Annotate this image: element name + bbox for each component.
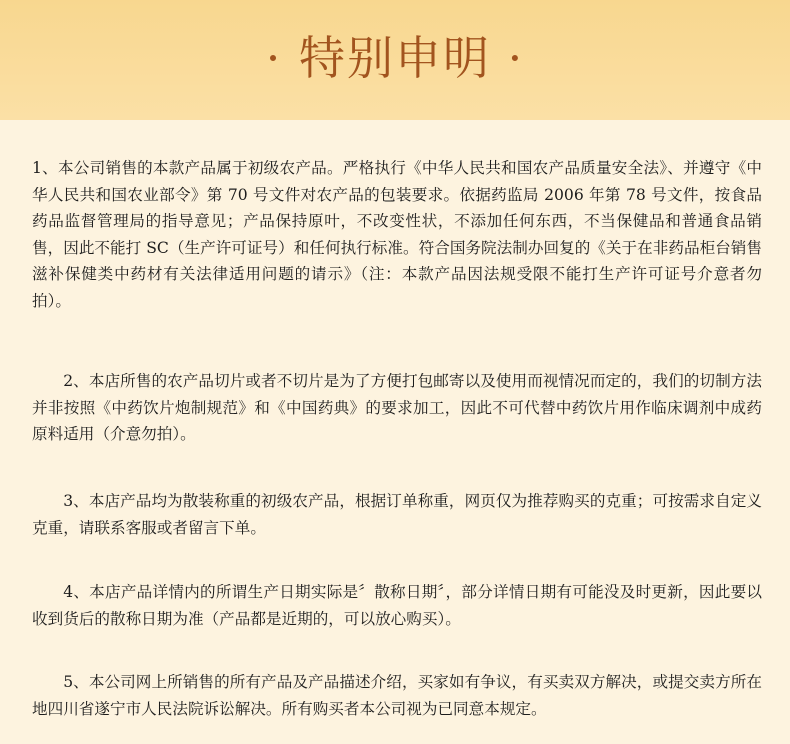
statement-paragraph-5: 5、本公司网上所销售的所有产品及产品描述介绍，买家如有争议，有买卖双方解决，或提交卖方所在地四川省遂宁市人民法院诉讼解决。所有购买者本公司视为已同意本规定。 — [32, 673, 762, 718]
statement-paragraph-1: 1、本公司销售的本款产品属于初级农产品。严格执行《中华人民共和国农产品质量安全法》、并遵守《中华人民共和国农业部令》第 70 号文件对农产品的包装要求。依据药监局 2006 年第 78 号文件，按食品药品监督管理局的指导意见；产品保持原叶，不改变性状，不添加任何东西，不当保健品和普通食品销售，因此不能打 SC（生产许可证号）和任何执行标准。符合国务院法制办回复的《关于在非药品柜台销售滋补保健类中药材有关法律适用问题的请示》（注：本款产品因法规受限不能打生产许可证号介意者勿拍）。 — [32, 159, 762, 310]
statement-paragraph-4: 4、本店产品详情内的所谓生产日期实际是〞散称日期〞，部分详情日期有可能没及时更新，因此要以收到货后的散称日期为准（产品都是近期的，可以放心购买）。 — [32, 583, 762, 628]
statement-paragraph-3: 3、本店产品均为散装称重的初级农产品，根据订单称重，网页仅为推荐购买的克重；可按需求自定义克重，请联系客服或者留言下单。 — [32, 492, 762, 537]
page-title: · 特别申明 · — [265, 31, 525, 85]
statement-content — [0, 120, 790, 744]
statement-paragraph-2: 2、本店所售的农产品切片或者不切片是为了方便打包邮寄以及使用而视情况而定的，我们的切制方法并非按照《中药饮片炮制规范》和《中国药典》的要求加工，因此不可代替中药饮片用作临床调剂中成药原料适用（介意勿拍）。 — [32, 372, 762, 444]
header-banner — [0, 0, 790, 120]
